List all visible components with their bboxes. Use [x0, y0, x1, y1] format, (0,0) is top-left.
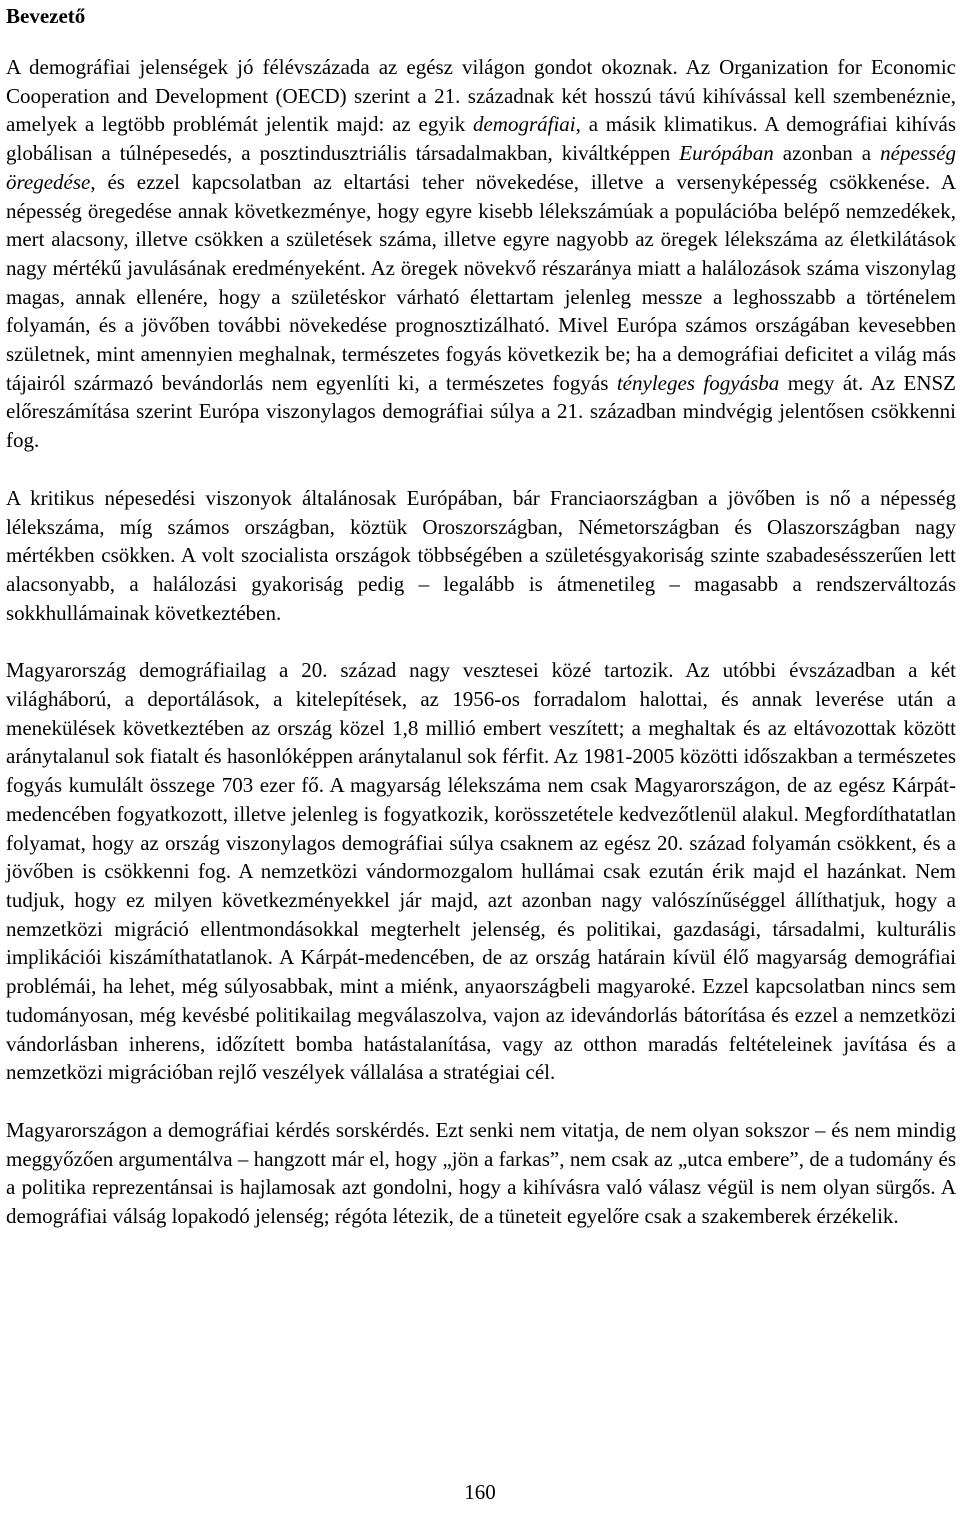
text-span: azonban a: [773, 141, 881, 166]
text-span: megy át. Az ENSZ előreszámítása szerint Európa viszonylagos demográfiai súlya a 21. században mindvégig jelentősen csökkenni fog.: [6, 370, 956, 453]
paragraph-intro: [6, 53, 956, 455]
paragraph-hungary: [6, 656, 956, 1087]
italic-span: Európában: [679, 141, 774, 166]
italic-span: demográfiai: [472, 112, 576, 137]
italic-span: tényleges fogyásba: [616, 370, 780, 395]
text-span: A demográfiai jelenségek jó félévszázada az egész világon gondot okoznak. Az Organization for Economic Cooperation and Development (OECD) szerint a 21. századnak két hosszú távú kihívással kell szembenéznie, amelyek a legtöbb problémát jelentik majd: az egyik: [6, 55, 956, 137]
text-span: , a másik klimatikus. A demográfiai kihívás globálisan a túlnépesedés, a posztindusztriális társadalmakban, kiváltképpen: [6, 112, 956, 166]
paragraph-fate-question: [6, 1116, 956, 1231]
section-heading: Bevezető: [6, 4, 86, 28]
text-span: , és ezzel kapcsolatban az eltartási teher növekedése, illetve a versenyképesség csökkenése. A népesség öregedése annak következménye, hogy egyre kisebb lélekszámúak a populációba belépő nemzedékek, mert alacsony, illetve csökken a születések száma, illetve egyre nagyobb az öregek lélekszáma az életkilátások nagy mértékű javulásának eredményeként. Az öregek növekvő részaránya miatt a halálozások száma viszonylag magas, annak ellenére, hogy a születéskor várható élettartam jelenleg messze a leghosszabb a történelem folyamán, és a jövőben további növekedése prognosztizálható. Mivel Európa számos országában kevesebben születnek, mint amennyien meghalnak, természetes fogyás következik be; ha a demográfiai deficitet a világ más tájairól származó bevándorlás nem egyenlíti ki, a természetes fogyás: [6, 169, 956, 395]
paragraph-europe: [6, 484, 956, 628]
page-number: 160: [464, 1480, 496, 1504]
text-span: Magyarországon a demográfiai kérdés sorskérdés. Ezt senki nem vitatja, de nem olyan sokszor – és nem mindig meggyőzően argumentálva – hangzott már el, hogy „jön a farkas”, nem csak az „utca embere”, de a tudomány és a politika reprezentánsai is hajlamosak azt gondolni, hogy a kihívásra való válasz végül is nem olyan sürgős. A demográfiai válság lopakodó jelenség; régóta létezik, de a tüneteit egyelőre csak a szakemberek érzékelik.: [6, 1117, 956, 1229]
document-page: [6, 0, 956, 1231]
text-span: A kritikus népesedési viszonyok általánosak Európában, bár Franciaországban a jövőben is nő a népesség lélekszáma, míg számos országban, köztük Oroszországban, Németországban és Olaszországban nagy mértékben csökken. A volt szocialista országok többségében a születésgyakoriság szinte szabadesésszerűen lett alacsonyabb, a halálozási gyakoriság pedig – legalább is átmenetileg – magasabb a rendszerváltozás sokkhullámainak következtében.: [6, 485, 956, 625]
text-span: Magyarország demográfiailag a 20. század nagy vesztesei közé tartozik. Az utóbbi évszázadban a két világháború, a deportálások, a kitelepítések, az 1956-os forradalom halottai, és annak leverése után a menekülések következtében az ország közel 1,8 millió embert veszített; a meghaltak és az eltávozottak között aránytalanul sok fiatalt és hasonlóképpen aránytalanul sok férfit. Az 1981-2005 közötti időszakban a természetes fogyás kumulált összege 703 ezer fő. A magyarság lélekszáma nem csak Magyarországon, de az egész Kárpát-medencében fogyatkozott, illetve jelenleg is fogyatkozik, korösszetétele kedvezőtlenül alakul. Megfordíthatatlan folyamat, hogy az ország viszonylagos demográfiai súlya csaknem az egész 20. század folyamán csökkent, és a jövőben is csökkenni fog. A nemzetközi vándormozgalom hullámai csak ezután érik majd el hazánkat. Nem tudjuk, hogy ez milyen következményekkel jár majd, azt azonban nagy valószínűséggel állíthatjuk, hogy a nemzetközi migráció ellentmondásokkal megterhelt jelenség, és politikai, gazdasági, társadalmi, kulturális implikációi kiszámíthatatlanok. A Kárpát-medencében, de az ország határain kívül élő magyarság demográfiai problémái, ha lehet, még súlyosabbak, mint a miénk, anyaországbeli magyaroké. Ezzel kapcsolatban nincs sem tudományosan, még kevésbé politikailag megválaszolva, vajon az idevándorlás bátorítása és ezzel a nemzetközi vándorlásban inherens, időzített bomba hatástalanítása, vagy az otthon maradás feltételeinek javítása és a nemzetközi migrációban rejlő veszélyek vállalása a stratégiai cél.: [6, 658, 956, 1085]
italic-span: népesség öregedése: [6, 141, 956, 194]
